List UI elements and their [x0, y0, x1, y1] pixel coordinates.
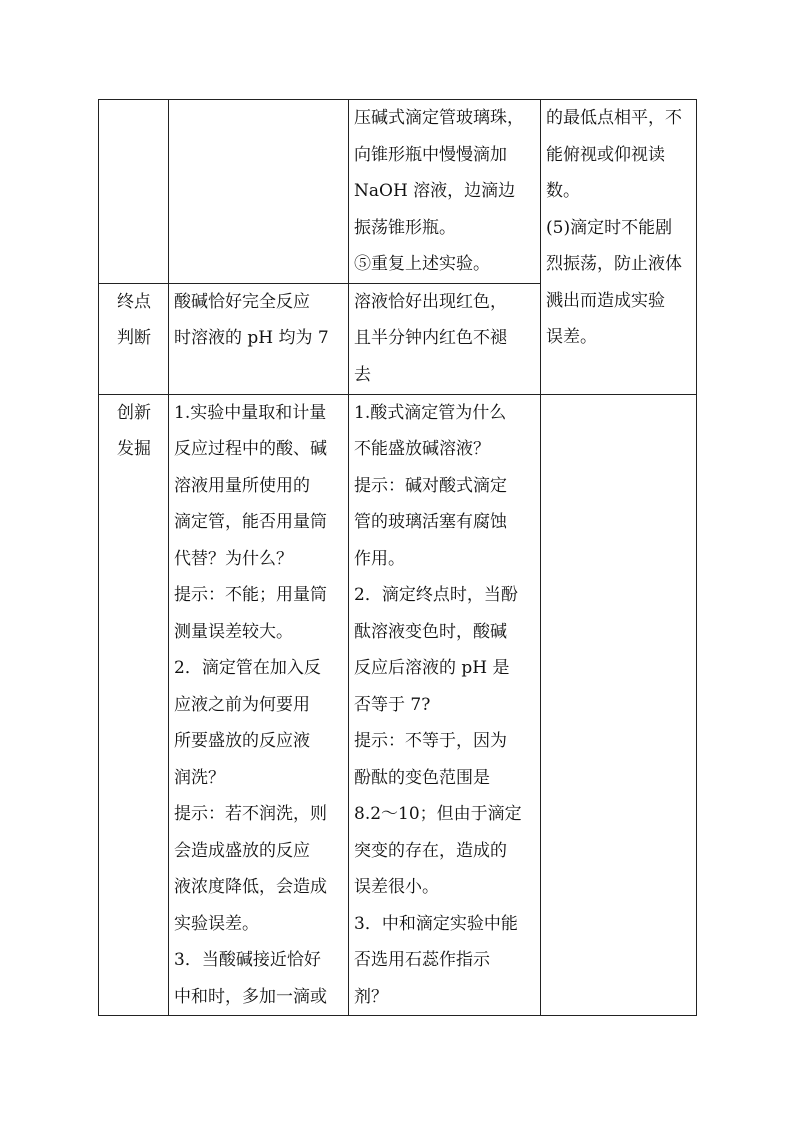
- cell-text-line: 否等于 7?: [354, 694, 431, 715]
- cell-text-line: 液浓度降低，会造成: [174, 877, 327, 897]
- cell-text-line: 酸碱恰好完全反应: [174, 291, 310, 312]
- cell-text-line: 酞溶液变色时，酸碱: [354, 621, 507, 642]
- cell-text-line: 判断: [117, 328, 151, 348]
- cell-text-line: 的最低点相平，不: [546, 108, 682, 128]
- cell-text-line: ⑤重复上述实验。: [354, 254, 490, 274]
- cell-text-line: 中和时，多加一滴或: [174, 986, 327, 1007]
- cell-text-line: 振荡锥形瓶。: [354, 217, 456, 238]
- innovation-col4-cell: [541, 394, 697, 1016]
- endpoint-col3-cell: [349, 283, 541, 394]
- cell-text-line: 滴定管，能否用量筒: [174, 512, 327, 532]
- cell-text-line: 反应后溶液的 pH 是: [354, 658, 510, 678]
- cell-text-line: 反应过程中的酸、碱: [174, 439, 327, 459]
- cell-text-line: 2．滴定终点时，当酚: [354, 585, 518, 605]
- cell-text-line: 2．滴定管在加入反: [174, 658, 321, 678]
- cell-text-line: 提示：不等于，因为: [354, 731, 507, 751]
- cell-text-line: 润洗？: [174, 767, 225, 788]
- experiment-table: [98, 99, 697, 1016]
- cell-text-line: 管的玻璃活塞有腐蚀: [354, 512, 507, 532]
- cell-text-line: 向锥形瓶中慢慢滴加: [354, 144, 507, 165]
- cell-text-line: 酚酞的变色范围是: [354, 767, 490, 788]
- innovation-label-cell: [99, 394, 169, 1016]
- cell-text-line: NaOH 溶液，边滴边: [354, 181, 516, 201]
- cell-text-line: 发掘: [117, 439, 151, 459]
- cell-text-line: 3．中和滴定实验中能: [354, 913, 518, 934]
- table-row: [99, 394, 697, 1016]
- cell-text-line: 会造成盛放的反应: [174, 840, 310, 861]
- cell-text-line: 8.2～10；但由于滴定: [354, 804, 522, 824]
- cell-text-line: 时溶液的 pH 均为 7: [174, 328, 329, 348]
- innovation-col3-cell: [349, 394, 541, 1016]
- cell-text-line: 提示：碱对酸式滴定: [354, 475, 507, 496]
- cell-text-line: 测量误差较大。: [174, 621, 293, 642]
- cell-text-line: 去: [354, 364, 371, 385]
- cell-text-line: 提示：不能；用量筒: [174, 585, 327, 605]
- cell-text-line: 压碱式滴定管玻璃珠，: [354, 108, 524, 128]
- cell-text-line: 1.实验中量取和计量: [174, 402, 327, 423]
- cell-text-line: 不能盛放碱溶液？: [354, 439, 490, 459]
- row1-col2-cell: [169, 100, 349, 284]
- cell-text-line: 创新: [117, 402, 151, 423]
- innovation-col2-cell: [169, 394, 349, 1016]
- cell-text-line: 溶液用量所使用的: [174, 475, 310, 496]
- cell-text-line: 1.酸式滴定管为什么: [354, 402, 507, 423]
- cell-text-line: 烈振荡，防止液体: [546, 254, 682, 274]
- table-row: [99, 100, 697, 284]
- cell-text-line: 所要盛放的反应液: [174, 731, 310, 751]
- endpoint-col2-cell: [169, 283, 349, 394]
- cell-text-line: 否选用石蕊作指示: [354, 950, 490, 970]
- cell-text-line: 数。: [546, 181, 580, 201]
- cell-text-line: 突变的存在，造成的: [354, 840, 507, 861]
- cell-text-line: 应液之前为何要用: [174, 694, 310, 715]
- cell-text-line: 提示：若不润洗，则: [174, 804, 327, 824]
- cell-text-line: 剂？: [354, 986, 388, 1007]
- cell-text-line: 代替？为什么？: [174, 548, 293, 569]
- cell-text-line: 终点: [117, 291, 151, 312]
- cell-text-line: 溅出而造成实验: [546, 290, 665, 311]
- cell-text-line: (5)滴定时不能剧: [546, 217, 673, 238]
- cell-text-line: 误差很小。: [354, 877, 439, 897]
- cell-text-line: 3．当酸碱接近恰好: [174, 950, 321, 970]
- cell-text-line: 误差。: [546, 327, 597, 347]
- row1-label-cell: [99, 100, 169, 284]
- cell-text-line: 作用。: [354, 548, 405, 569]
- notes-cell: [541, 100, 697, 395]
- cell-text-line: 能俯视或仰视读: [546, 144, 665, 165]
- row1-col3-cell: [349, 100, 541, 284]
- endpoint-label-cell: [99, 283, 169, 394]
- cell-text-line: 实验误差。: [174, 913, 259, 934]
- cell-text-line: 溶液恰好出现红色，: [354, 291, 507, 312]
- cell-text-line: 且半分钟内红色不褪: [354, 328, 507, 348]
